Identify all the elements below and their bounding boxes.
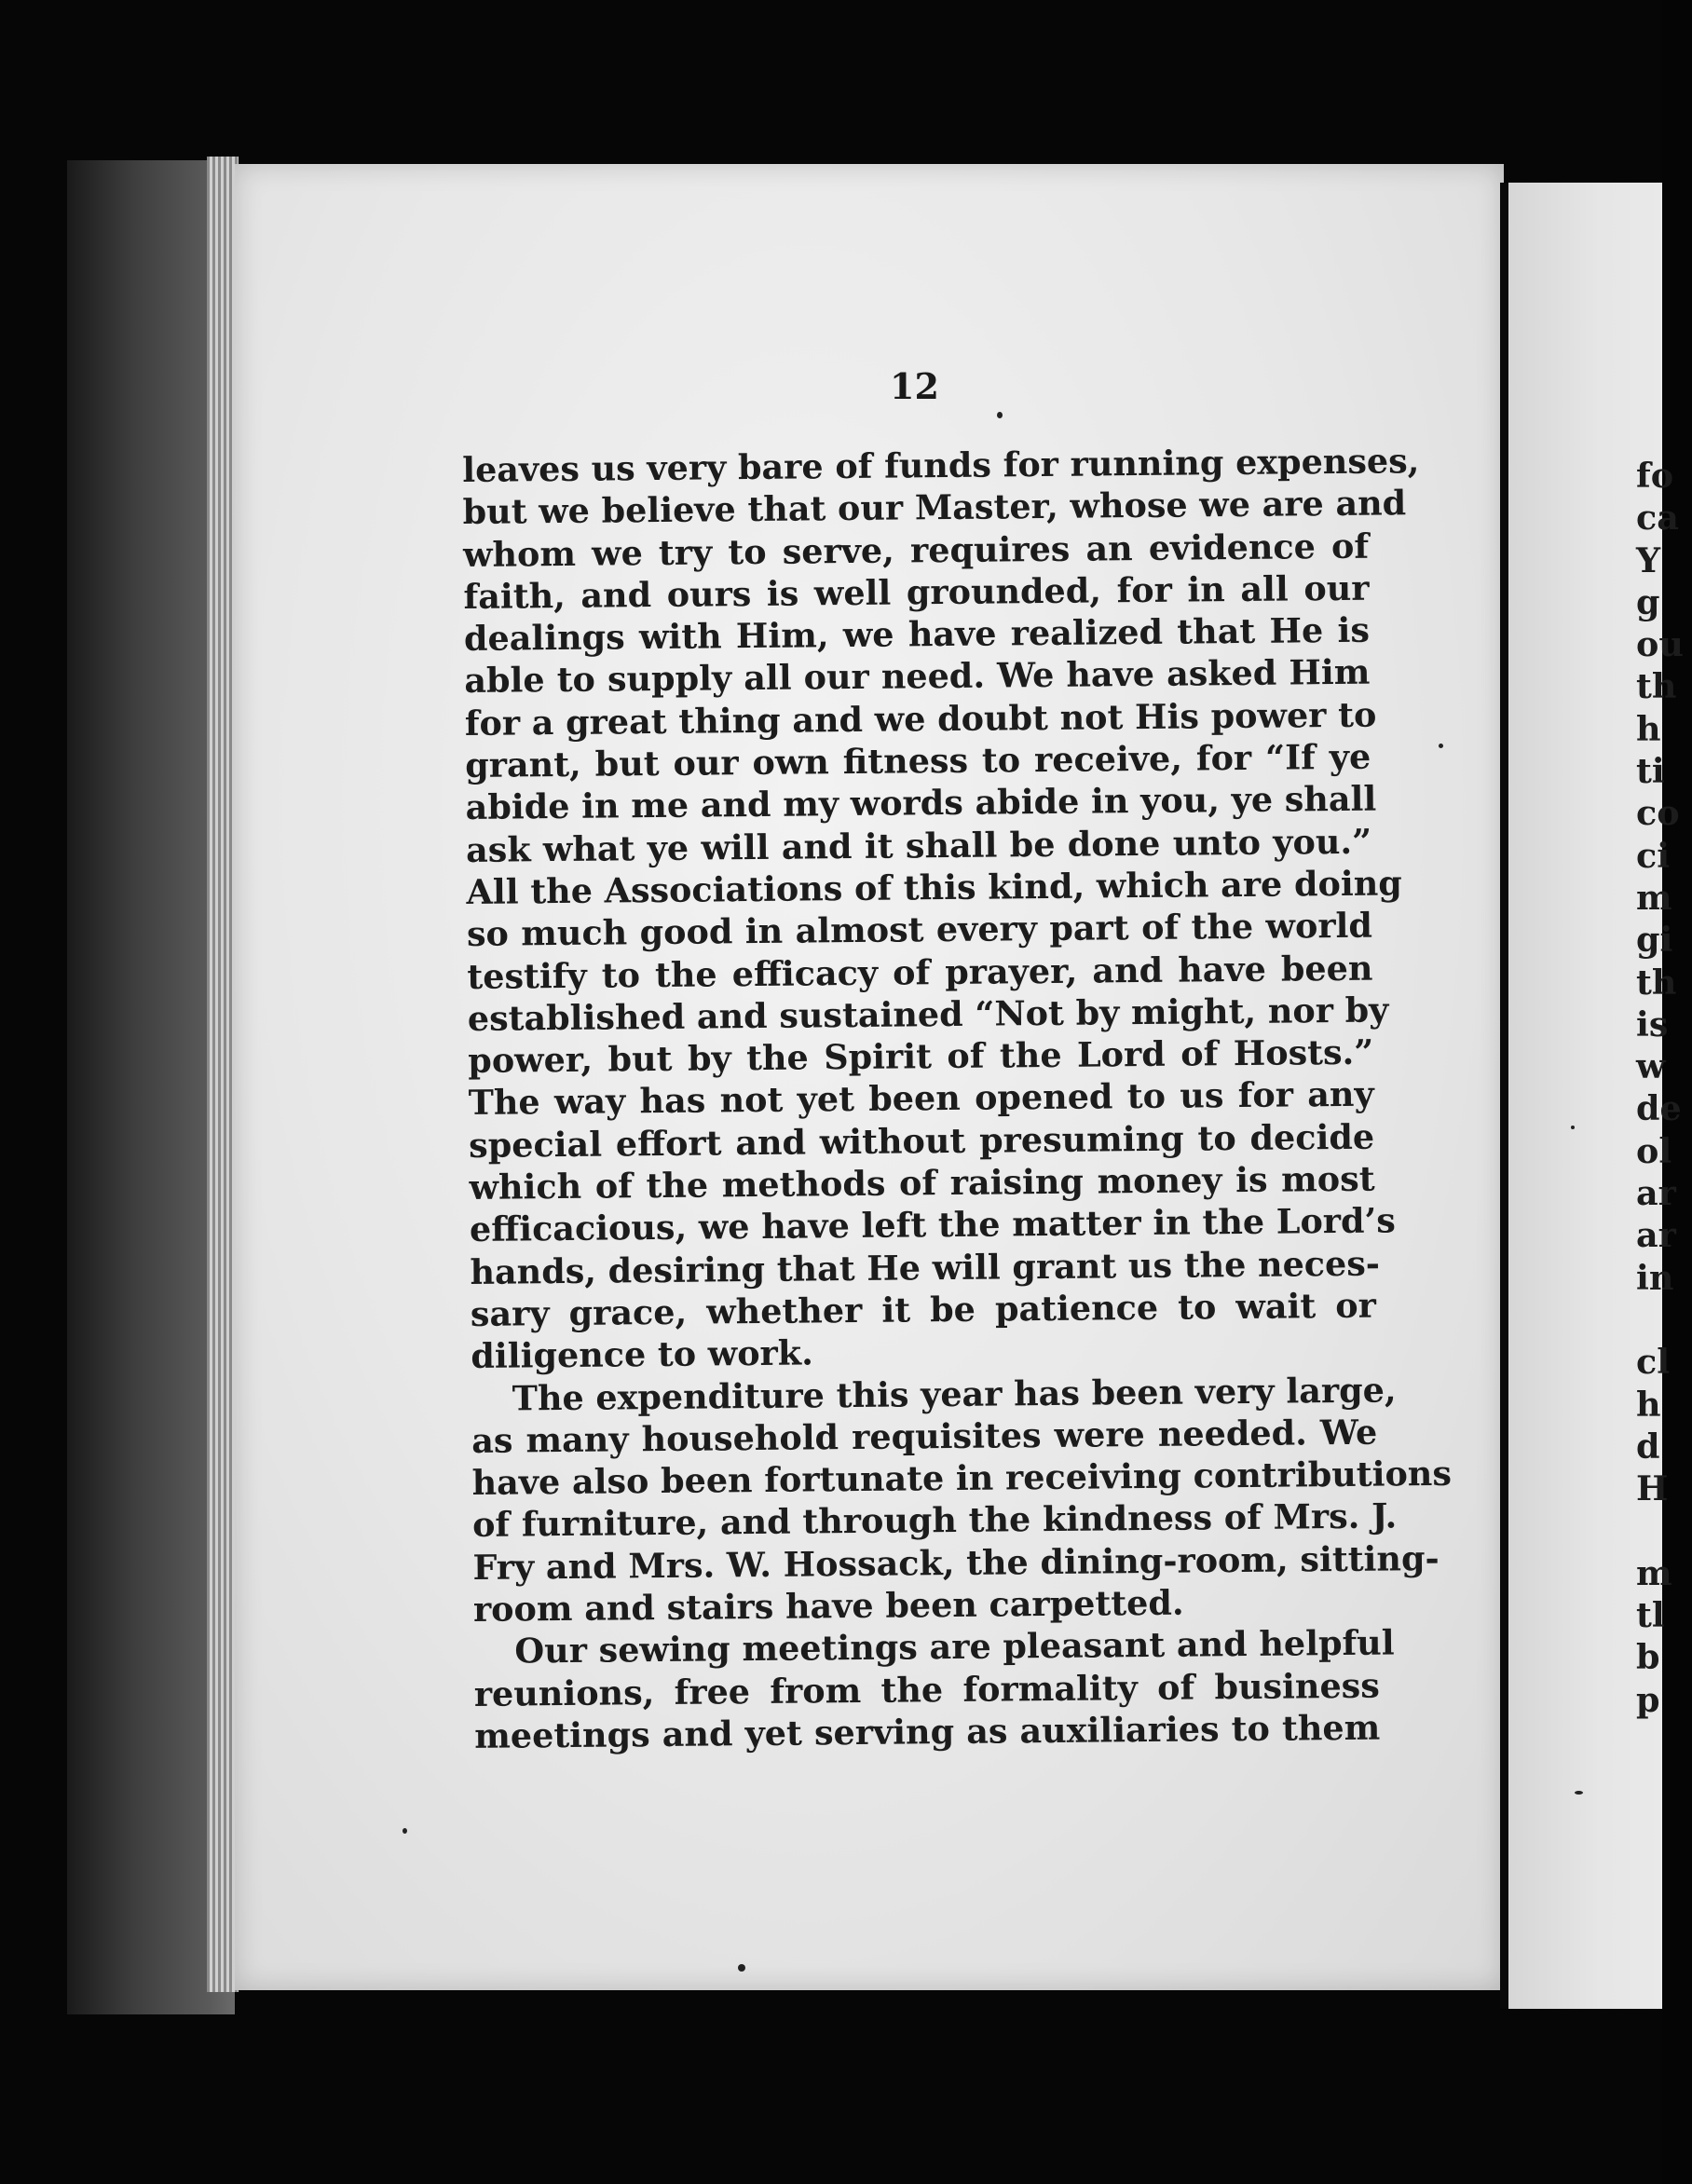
text-line: Our sewing meetings are pleasant and helpful	[514, 1622, 1395, 1672]
fragment: ou	[1636, 624, 1684, 665]
text-line: grant, but our own fitness to receive, for “If ye	[465, 736, 1371, 786]
text-line: leaves us very bare of funds for running expenses,	[462, 441, 1420, 490]
fragment	[1636, 1509, 1692, 1551]
page-edges	[207, 157, 239, 1992]
body-text	[462, 441, 1453, 1757]
text-line: power, but by the Spirit of the Lord of Hosts.”	[468, 1031, 1374, 1082]
text-line: ask what ye will and it shall be done unto you.”	[465, 821, 1372, 870]
text-line: have also been fortunate in receiving contributions	[471, 1453, 1453, 1504]
text-line: dealings with Him, we have realized that He is	[463, 609, 1371, 660]
text-line: meetings and yet serving as auxiliaries to them	[474, 1707, 1381, 1756]
text-line: The expenditure this year has been very large,	[512, 1369, 1397, 1419]
fragment: p	[1636, 1679, 1660, 1720]
text-line: established and sustained “Not by might, nor by	[467, 990, 1389, 1039]
fragment: is	[1636, 1003, 1669, 1044]
text-line: for a great thing and we doubt not His power to	[464, 694, 1377, 744]
fragment: Y	[1636, 539, 1661, 580]
dust-speck	[997, 412, 1003, 418]
text-line: sary grace, whether it be patience to wait or	[470, 1285, 1377, 1334]
fragment: ti	[1636, 751, 1665, 792]
text-line: special effort and without presuming to decide	[468, 1116, 1375, 1166]
dust-speck	[1575, 1791, 1583, 1795]
dust-speck	[403, 1828, 407, 1834]
facing-page-text	[1636, 455, 1692, 1721]
text-line: as many household requisites were needed. We	[471, 1412, 1378, 1461]
text-line: The way has not yet been opened to us for any	[468, 1074, 1374, 1124]
fragment: h	[1636, 1384, 1661, 1425]
fragment: w	[1636, 1046, 1666, 1087]
text-line: whom we try to serve, requires an evidence of	[462, 526, 1370, 575]
book-gutter	[1500, 183, 1508, 2009]
dust-speck	[738, 1964, 745, 1972]
fragment: ol	[1636, 1130, 1672, 1171]
fragment: H	[1636, 1468, 1669, 1509]
fragment: in	[1636, 1257, 1674, 1298]
text-line: which of the methods of raising money is most	[469, 1158, 1375, 1208]
text-line: faith, and ours is well grounded, for in all our	[463, 567, 1370, 617]
dust-speck	[1571, 1126, 1575, 1129]
text-line: Fry and Mrs. W. Hossack, the dining-room, sitting-	[472, 1537, 1440, 1588]
fragment: b	[1636, 1637, 1660, 1678]
text-line: of furniture, and through the kindness of Mrs. J.	[471, 1495, 1398, 1546]
fragment: d	[1636, 1426, 1660, 1467]
fragment: g	[1636, 581, 1660, 622]
text-line: efficacious, we have left the matter in the Lord’s	[469, 1200, 1397, 1250]
page-number: 12	[890, 365, 939, 407]
fragment: tl	[1636, 1595, 1665, 1636]
fragment: h	[1636, 708, 1661, 749]
fragment: th	[1636, 962, 1677, 1003]
fragment: de	[1636, 1088, 1682, 1129]
text-line: diligence to work.	[471, 1332, 814, 1377]
fragment: ca	[1636, 498, 1679, 539]
text-line: so much good in almost every part of the world	[466, 905, 1373, 955]
fragment: th	[1636, 666, 1677, 707]
fragment	[1636, 1299, 1692, 1341]
text-line: testify to the efficacy of prayer, and have been	[467, 948, 1373, 997]
text-line: hands, desiring that He will grant us the neces-	[470, 1243, 1381, 1292]
text-line: abide in me and my words abide in you, ye shall	[465, 778, 1377, 828]
fragment: fo	[1636, 456, 1674, 496]
fragment: cl	[1636, 1342, 1671, 1383]
text-line: but we believe that our Master, whose we are and	[462, 483, 1407, 533]
text-line: room and stairs have been carpetted.	[472, 1582, 1184, 1630]
fragment: gi	[1636, 920, 1673, 961]
fragment: ar	[1636, 1173, 1676, 1214]
fragment: m	[1636, 1552, 1672, 1593]
fragment: m	[1636, 877, 1672, 918]
fragment: ci	[1636, 835, 1671, 876]
text-line: able to supply all our need. We have asked Him	[464, 652, 1371, 702]
fragment: ar	[1636, 1215, 1676, 1256]
dust-speck	[1439, 744, 1443, 748]
text-line: All the Associations of this kind, which are doing	[466, 863, 1402, 912]
text-line: reunions, free from the formality of business	[473, 1665, 1380, 1714]
fragment: co	[1636, 793, 1680, 834]
